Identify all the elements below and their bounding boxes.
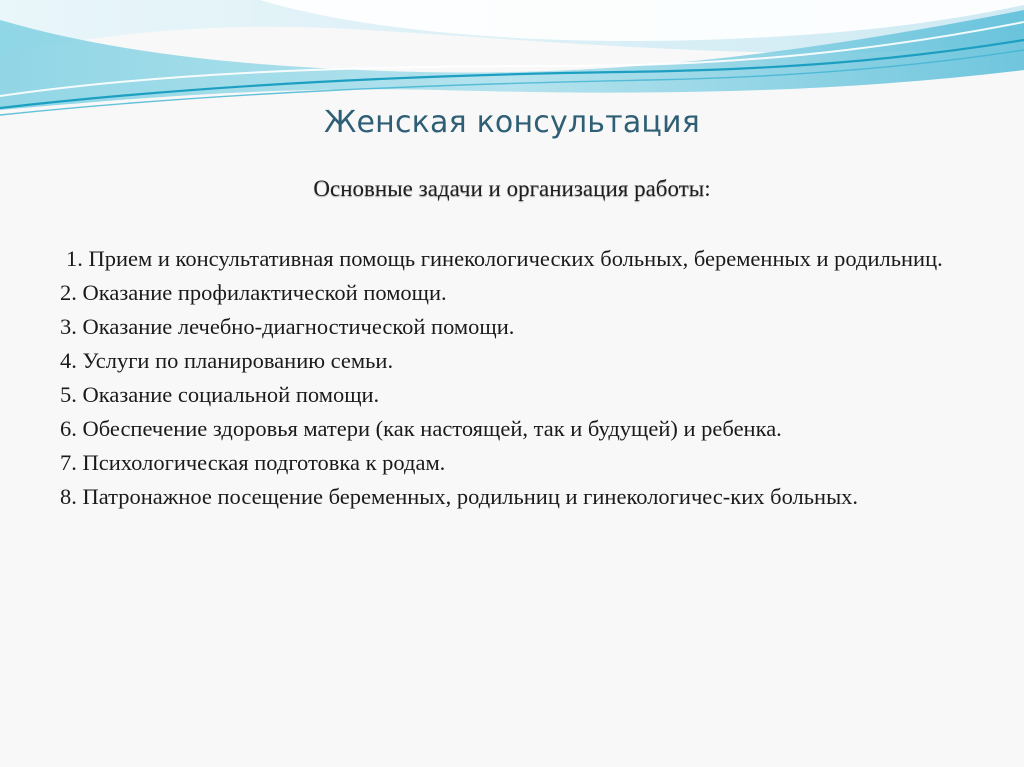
task-item-7: 7. Психологическая подготовка к родам. xyxy=(60,450,446,475)
task-list xyxy=(60,246,965,518)
task-item-4: 4. Услуги по планированию семьи. xyxy=(60,348,394,373)
task-item-6: 6. Обеспечение здоровья матери (как настоящей, так и будущей) и ребенка. xyxy=(60,416,782,441)
task-item-3: 3. Оказание лечебно-диагностической помощи. xyxy=(60,314,515,339)
task-item-5: 5. Оказание социальной помощи. xyxy=(60,382,380,407)
subtitle-colon: : xyxy=(704,176,711,201)
subtitle-text: Основные задачи и организация работы xyxy=(313,176,705,201)
task-item-8: 8. Патронажное посещение беременных, родильниц и гинекологичес-ких больных. xyxy=(60,484,859,509)
task-item-1: 1. Прием и консультативная помощь гинекологических больных, беременных и родильниц. xyxy=(66,246,943,271)
slide-subtitle xyxy=(0,176,1024,202)
task-item-2: 2. Оказание профилактической помощи. xyxy=(60,280,447,305)
slide-title: Женская консультация xyxy=(324,105,700,140)
